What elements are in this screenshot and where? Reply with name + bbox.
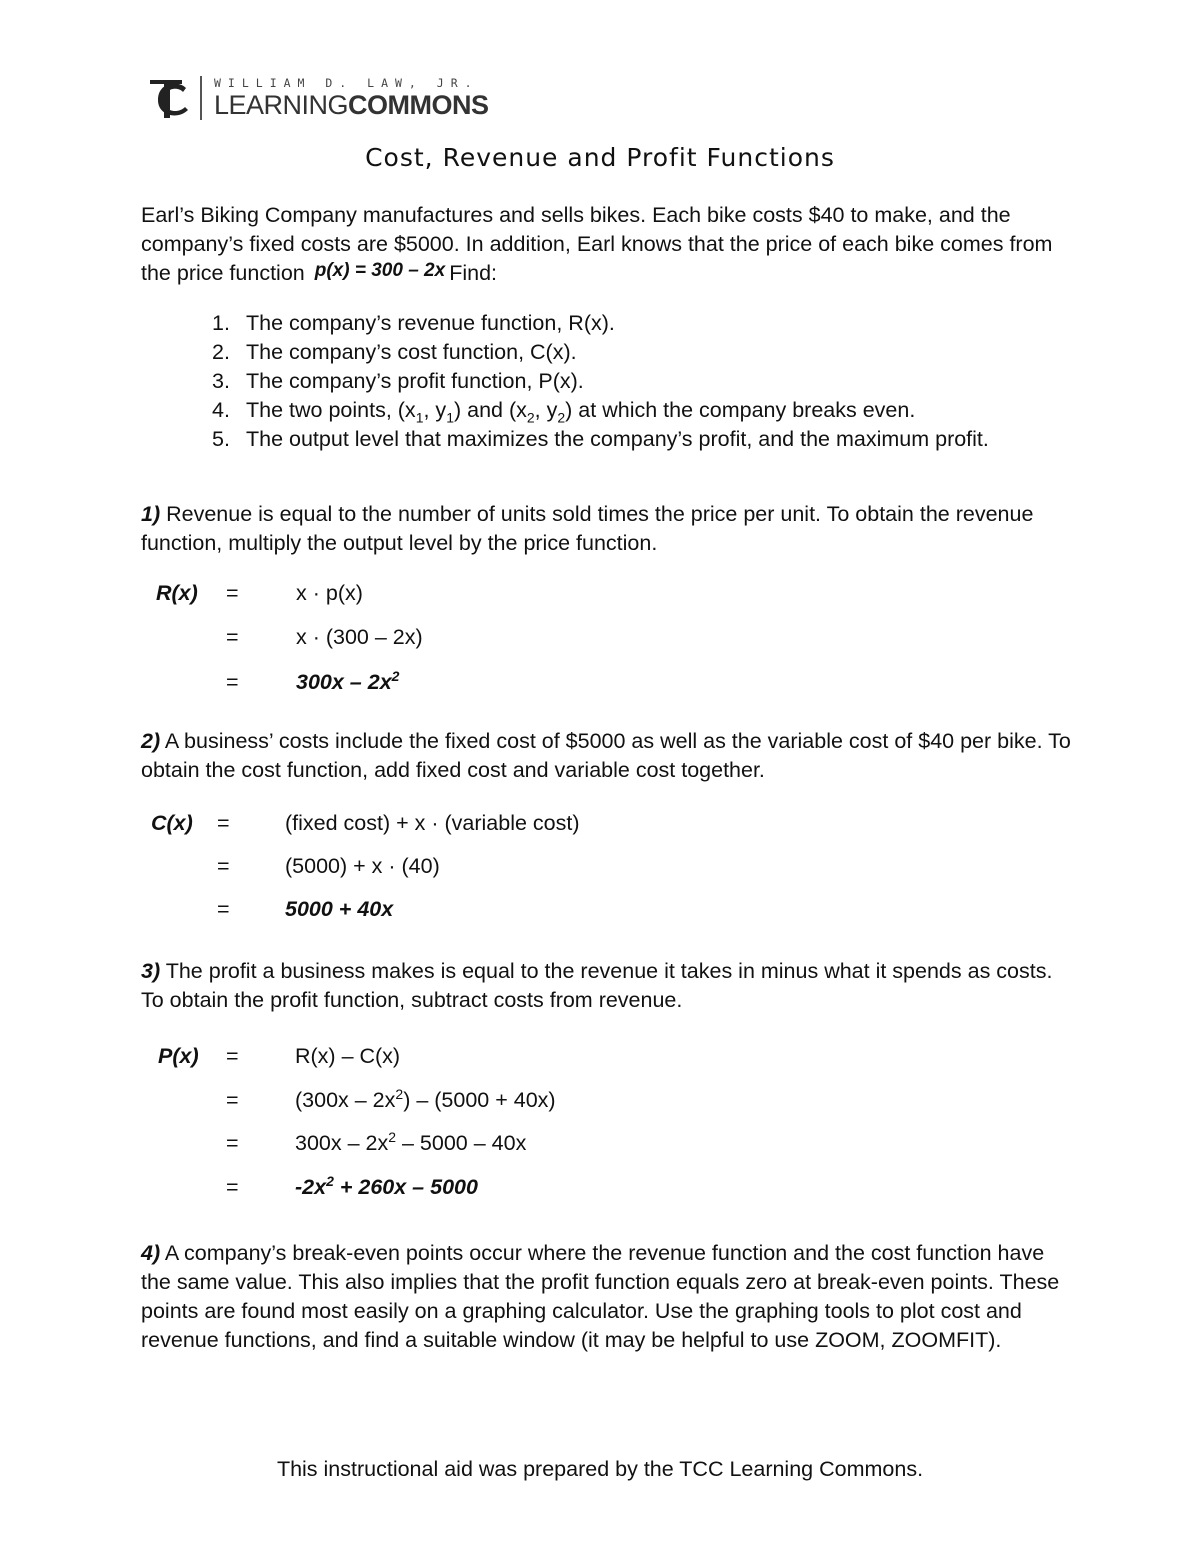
- revenue-row-1: x · p(x): [296, 581, 363, 605]
- equals-sign: =: [217, 854, 230, 878]
- list-item-number: 2.: [212, 340, 230, 364]
- section4-label: 4): [141, 1241, 161, 1265]
- intro-text: Earl’s Biking Company manufactures and sells bikes. Each bike costs $40 to make, and the company’s fixed costs are $5000. In addition, Earl knows that the price of each bike comes from the price function: [141, 203, 1053, 285]
- revenue-row-2: x · (300 – 2x): [296, 625, 423, 649]
- section1-paragraph: [141, 500, 1071, 558]
- tcc-logo-mark-icon: [148, 74, 192, 122]
- equals-sign: =: [226, 581, 239, 605]
- section2-text: A business’ costs include the fixed cost of $5000 as well as the variable cost of $40 per bike. To obtain the cost function, add fixed cost and variable cost together.: [141, 729, 1071, 782]
- list-item-text: The company’s cost function, C(x).: [246, 340, 577, 364]
- cost-row-2: (5000) + x · (40): [285, 854, 440, 878]
- list-item: [200, 367, 1050, 396]
- cost-row-1: (fixed cost) + x · (variable cost): [285, 811, 580, 835]
- cost-lhs: C(x): [151, 811, 193, 835]
- page-title: Cost, Revenue and Profit Functions: [365, 143, 835, 172]
- revenue-function-result: $300x - 2x^2$: [296, 667, 400, 694]
- list-item: [200, 425, 1050, 454]
- list-item-text: The two points, ($x_1$, $y_1$) and ($x_2$, $y_2$) at which the company breaks even.: [246, 398, 916, 426]
- list-item-number: 4.: [212, 398, 230, 422]
- section3-paragraph: [141, 957, 1071, 1015]
- logo-learning: LEARNING: [214, 90, 349, 120]
- section2-paragraph: [141, 727, 1071, 785]
- list-item: [200, 309, 1050, 338]
- logo-commons: COMMONS: [348, 90, 489, 120]
- list-item-number: 3.: [212, 369, 230, 393]
- equals-sign: =: [217, 811, 230, 835]
- list-item-text: The output level that maximizes the company’s profit, and the maximum profit.: [246, 427, 989, 451]
- equals-sign: =: [226, 1088, 239, 1112]
- section1-text: Revenue is equal to the number of units sold times the price per unit. To obtain the revenue function, multiply the output level by the price function.: [141, 502, 1034, 555]
- price-function: p(x) = 300 – 2x: [314, 260, 446, 281]
- logo-line1: WILLIAM D. LAW, JR.: [214, 76, 479, 90]
- intro-find: Find:: [449, 261, 498, 285]
- list-item: [200, 396, 1050, 425]
- equals-sign: =: [226, 1044, 239, 1068]
- section4-text: A company’s break-even points occur where the revenue function and the cost function have the same value. This also implies that the profit function equals zero at break-even points. These points are found most easily on a graphing calculator. Use the graphing tools to plot cost and revenue functions, and find a suitable window (it may be helpful to use ZOOM, ZOOMFIT).: [141, 1241, 1060, 1352]
- list-item-text: The company’s profit function, P(x).: [246, 369, 584, 393]
- equals-sign: =: [217, 897, 230, 921]
- section3-text: The profit a business makes is equal to the revenue it takes in minus what it spends as costs. To obtain the profit function, subtract costs from revenue.: [141, 959, 1053, 1012]
- logo-divider: [200, 76, 202, 120]
- section2-label: 2): [141, 729, 161, 753]
- section4-paragraph: [141, 1239, 1071, 1355]
- logo-text: [214, 76, 489, 120]
- list-item-number: 5.: [212, 427, 230, 451]
- logo-line2: [214, 90, 489, 120]
- cost-function-result: 5000 + 40x: [285, 897, 394, 921]
- list-item-text: The company’s revenue function, R(x).: [246, 311, 615, 335]
- revenue-lhs: R(x): [156, 581, 198, 605]
- section1-label: 1): [141, 502, 161, 526]
- profit-row-3: $300x - 2x^2 - 5000 - 40x$: [295, 1128, 527, 1155]
- equals-sign: =: [226, 670, 239, 694]
- profit-row-1: R(x) – C(x): [295, 1044, 401, 1068]
- footer-note: This instructional aid was prepared by the TCC Learning Commons.: [276, 1457, 924, 1481]
- profit-lhs: P(x): [158, 1044, 199, 1068]
- equals-sign: =: [226, 1175, 239, 1199]
- questions-list: [200, 309, 1050, 454]
- list-item: [200, 338, 1050, 367]
- profit-row-2: $(300x - 2x^2) - (5000 + 40x)$: [295, 1085, 556, 1112]
- tcc-learning-commons-logo: [148, 74, 489, 122]
- equals-sign: =: [226, 625, 239, 649]
- equals-sign: =: [226, 1131, 239, 1155]
- profit-function-result: $-2x^2 + 260x - 5000$: [295, 1172, 478, 1199]
- section3-label: 3): [141, 959, 161, 983]
- list-item-number: 1.: [212, 311, 230, 335]
- intro-paragraph: [141, 201, 1071, 289]
